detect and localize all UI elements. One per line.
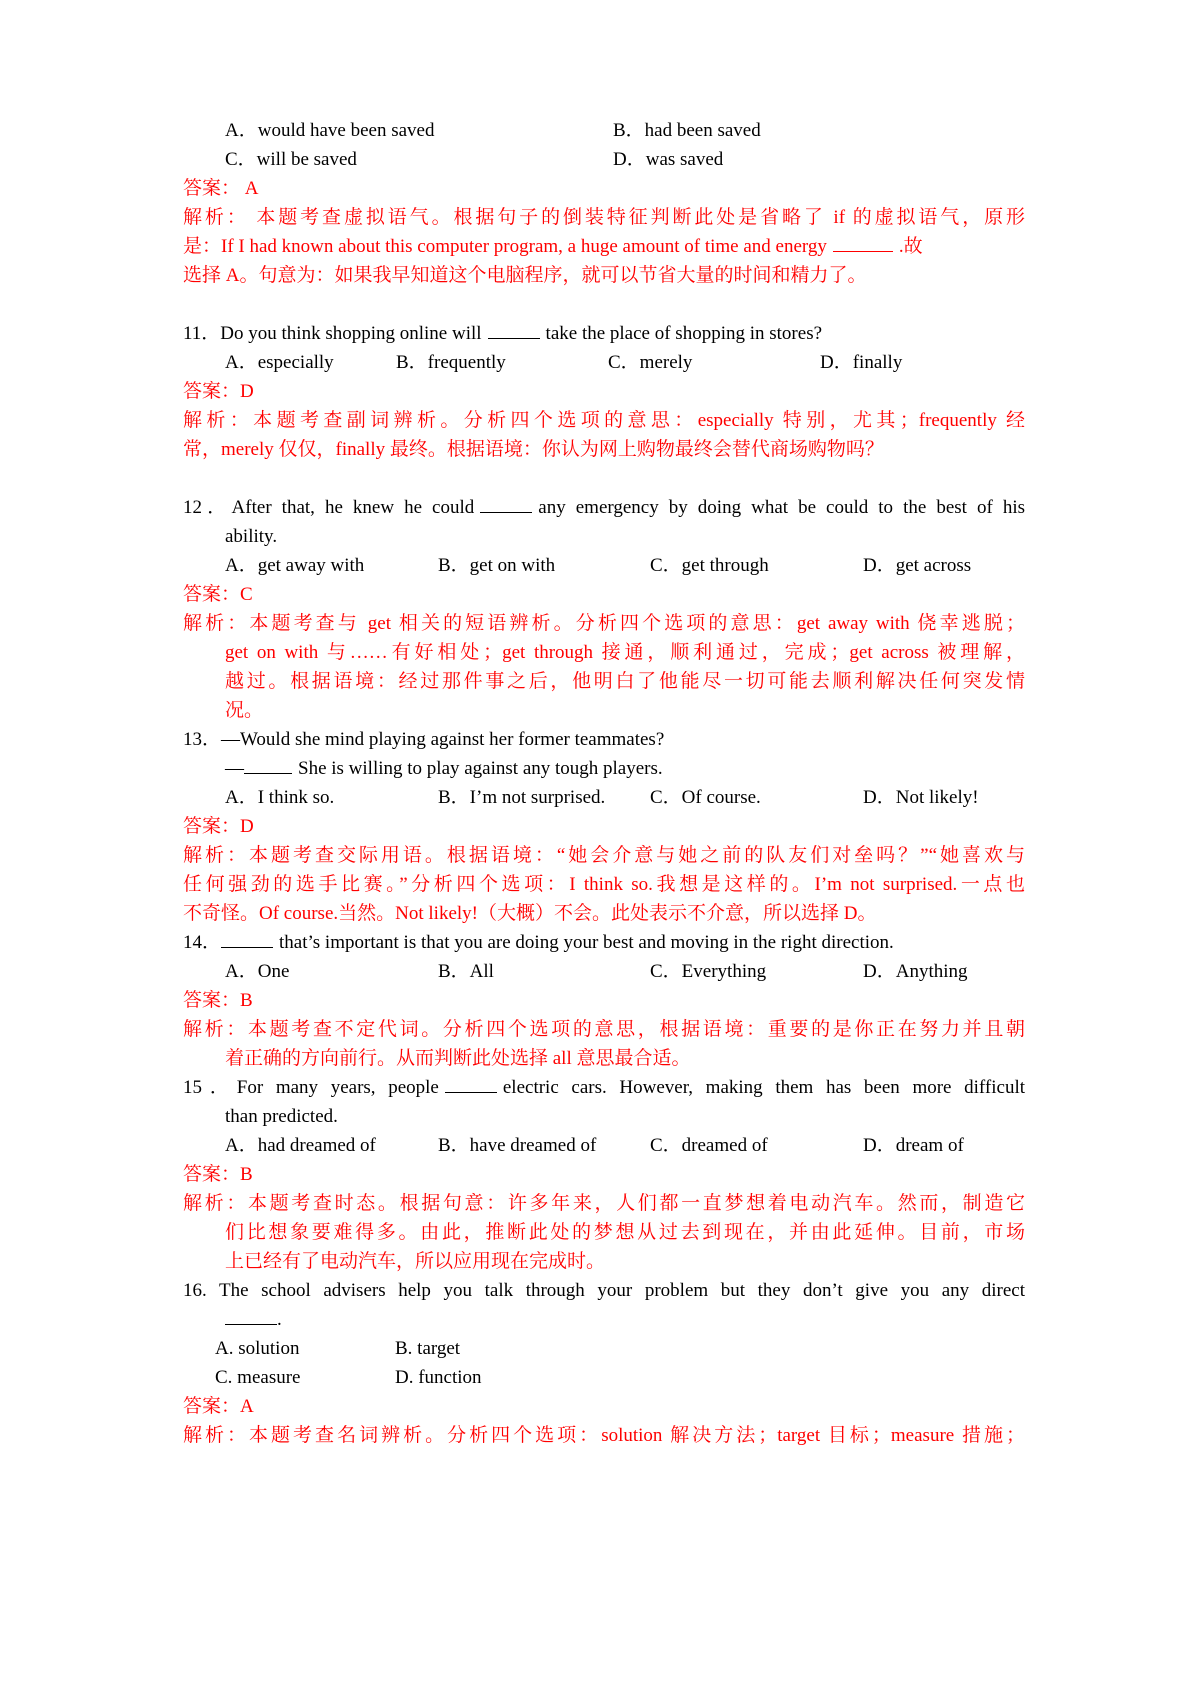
q13-stem-line-1: 13．—Would she mind playing against her former teammates? [183, 729, 665, 750]
q15-option-b: B．have dreamed of [438, 1135, 597, 1156]
q15-stem [183, 1072, 1025, 1104]
q15-analysis-line-3: 上已经有了电动汽车，所以应用现在完成时。 [225, 1251, 606, 1272]
q14-stem-text: that’s important is that you are doing your best and moving in the right direction. [279, 932, 894, 953]
q10-analysis-text: 是：If I had known about this computer program, a huge amount of time and energy [183, 236, 827, 257]
q13-answer: 答案：D [183, 816, 254, 837]
q11-answer: 答案：D [183, 381, 254, 402]
q10-answer: 答案： A [183, 178, 259, 199]
q14-option-a: A．One [225, 961, 290, 982]
q12-stem [183, 492, 1025, 524]
q12-answer: 答案：C [183, 584, 253, 605]
q14-option-b: B．All [438, 961, 494, 982]
q11-option-c: C．merely [608, 352, 693, 373]
q15-option-c: C．dreamed of [650, 1135, 768, 1156]
q12-analysis-line-4: 况。 [225, 700, 264, 721]
q15-stem-text-end: electric cars. However, making them has been more difficult [502, 1077, 1026, 1098]
q13-option-c: C．Of course. [650, 787, 761, 808]
q13-stem-dash: — [225, 758, 244, 779]
q10-analysis-line-2 [183, 231, 923, 263]
q12-option-c: C．get through [650, 555, 769, 576]
q13-analysis-line-3: 不奇怪。Of course.当然。Not likely!（大概）不会。此处表示不介意，所以选择 D。 [183, 903, 877, 924]
q10-option-c: C．will be saved [225, 149, 357, 170]
q15-option-a: A．had dreamed of [225, 1135, 376, 1156]
q14-option-d: D．Anything [863, 961, 968, 982]
q13-option-b: B．I’m not surprised. [438, 787, 606, 808]
q15-analysis-line-2: 们比想象要难得多。由此，推断此处的梦想从过去到现在，并由此延伸。目前，市场 [225, 1222, 1025, 1243]
q16-stem-line-2 [225, 1304, 282, 1336]
q11-stem [183, 318, 822, 350]
q16-stem-period: . [277, 1309, 282, 1330]
q10-analysis-line-3: 选择 A。句意为：如果我早知道这个电脑程序，就可以节省大量的时间和精力了。 [183, 265, 867, 286]
q14-stem-number: 14． [183, 932, 222, 953]
q12-option-d: D．get across [863, 555, 972, 576]
q13-analysis-line-2: 任何强劲的选手比赛。”分析四个选项：I think so.我想是这样的。I’m not surprised.一点也 [183, 874, 1025, 895]
q11-analysis-line-2: 常，merely 仅仅，finally 最终。根据语境：你认为网上购物最终会替代商场购物吗？ [183, 439, 884, 460]
q14-stem [183, 927, 894, 959]
q13-stem-line-2 [225, 753, 663, 785]
answer-blank [445, 1076, 497, 1093]
q13-option-d: D．Not likely! [863, 787, 979, 808]
q10-option-a: A．would have been saved [225, 120, 435, 141]
answer-blank [480, 496, 532, 513]
q14-analysis-line-1: 解析：本题考查不定代词。分析四个选项的意思，根据语境：重要的是你正在努力并且朝 [183, 1019, 1025, 1040]
q14-analysis-line-2: 着正确的方向前行。从而判断此处选择 all 意思最合适。 [225, 1048, 691, 1069]
q16-option-d: D. function [395, 1367, 482, 1388]
q12-stem-text-end: any emergency by doing what be could to the best of his [538, 497, 1025, 518]
q13-stem-text: She is willing to play against any tough players. [298, 758, 663, 779]
q14-answer: 答案：B [183, 990, 253, 1011]
q16-option-a: A. solution [215, 1338, 300, 1359]
q11-option-d: D．finally [820, 352, 903, 373]
answer-blank [244, 757, 292, 774]
q16-option-b: B. target [395, 1338, 461, 1359]
q13-option-a: A．I think so. [225, 787, 335, 808]
q12-option-b: B．get on with [438, 555, 556, 576]
q13-analysis-line-1: 解析：本题考查交际用语。根据语境：“她会介意与她之前的队友们对垒吗？”“她喜欢与 [183, 845, 1025, 866]
q11-stem-text: 11．Do you think shopping online will [183, 323, 482, 344]
q12-stem-line-2: ability. [225, 526, 278, 547]
q15-analysis-line-1: 解析：本题考查时态。根据句意：许多年来，人们都一直梦想着电动汽车。然而，制造它 [183, 1193, 1025, 1214]
q14-option-c: C．Everything [650, 961, 767, 982]
q12-option-a: A．get away with [225, 555, 365, 576]
answer-blank [833, 235, 893, 252]
q16-analysis-line-1: 解析：本题考查名词辨析。分析四个选项：solution 解决方法；target 目标；measure 措施； [183, 1425, 1025, 1446]
answer-blank [488, 322, 540, 339]
q15-option-d: D．dream of [863, 1135, 964, 1156]
q10-option-d: D．was saved [613, 149, 724, 170]
q12-analysis-line-3: 越过。根据语境：经过那件事之后，他明白了他能尽一切可能去顺利解决任何突发情 [225, 671, 1025, 692]
q15-stem-text: 15．For many years, people [183, 1077, 439, 1098]
q10-analysis-line-1: 解析： 本题考查虚拟语气。根据句子的倒装特征判断此处是省略了 if 的虚拟语气，原形 [183, 207, 1025, 228]
q15-stem-line-2: than predicted. [225, 1106, 338, 1127]
q11-stem-text-end: take the place of shopping in stores? [545, 323, 823, 344]
q11-option-a: A．especially [225, 352, 334, 373]
q12-analysis-line-2: get on with 与……有好相处；get through 接通，顺利通过，完成；get across 被理解， [225, 642, 1025, 663]
q15-answer: 答案：B [183, 1164, 253, 1185]
q16-option-c: C. measure [215, 1367, 301, 1388]
q10-option-b: B．had been saved [613, 120, 761, 141]
answer-blank [225, 1308, 277, 1325]
q12-analysis-line-1: 解析：本题考查与 get 相关的短语辨析。分析四个选项的意思：get away with 侥幸逃脱； [183, 613, 1025, 634]
q10-analysis-text-end: .故 [898, 236, 923, 257]
q11-option-b: B．frequently [396, 352, 506, 373]
answer-blank [221, 931, 273, 948]
q16-answer: 答案：A [183, 1396, 254, 1417]
q11-analysis-line-1: 解析：本题考查副词辨析。分析四个选项的意思：especially 特别，尤其；frequently 经 [183, 410, 1025, 431]
q16-stem-line-1: 16. The school advisers help you talk through your problem but they don’t give you any direct [183, 1280, 1025, 1301]
q12-stem-text: 12．After that, he knew he could [183, 497, 475, 518]
